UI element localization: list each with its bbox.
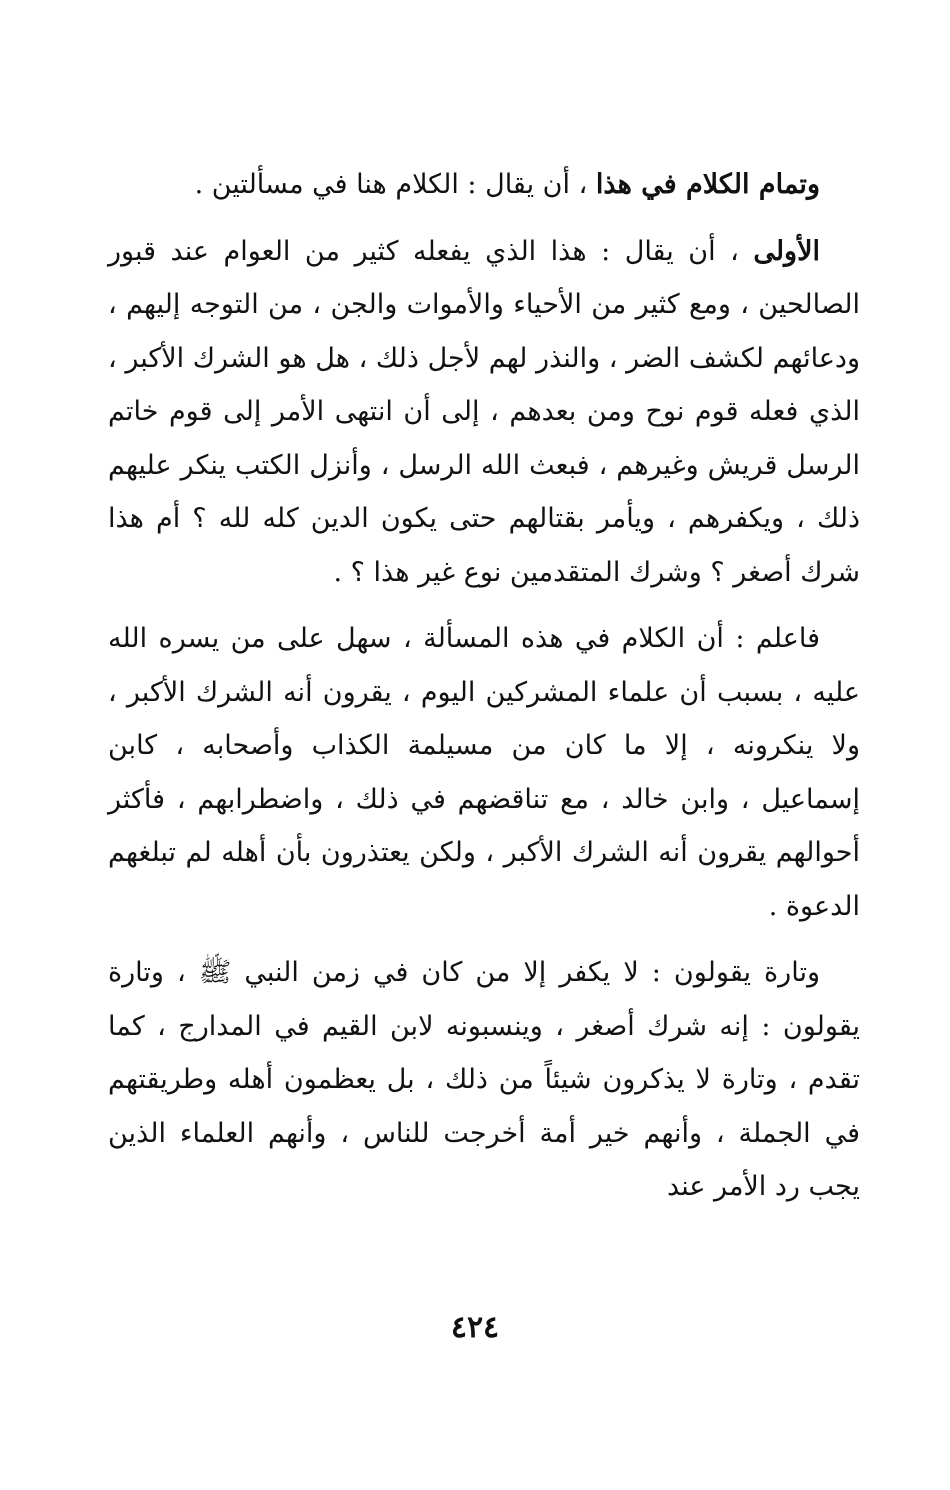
paragraph-3: [108, 612, 860, 933]
paragraph-1-text: ، أن يقال : الكلام هنا في مسألتين .: [194, 169, 596, 200]
paragraph-2: [108, 225, 860, 600]
page-number: ٤٢٤: [450, 1310, 500, 1345]
page-body: [108, 158, 860, 1227]
paragraph-4-text: وتارة يقولون : لا يكفر إلا من كان في زمن النبي ﷺ ، وتارة يقولون : إنه شرك أصغر ، وينسبونه لابن القيم في المدارج ، كما تقدم ، وتارة لا يذكرون شيئاً من ذلك ، بل يعظمون أهله وطريقتهم في الجملة ، وأنهم خير أمة أخرجت للناس ، وأنهم العلماء الذين يجب رد الأمر عند: [108, 957, 860, 1202]
paragraph-2-lead: الأولى: [753, 235, 820, 267]
paragraph-1-lead: وتمام الكلام في هذا: [595, 169, 820, 200]
paragraph-2-text: ، أن يقال : هذا الذي يفعله كثير من العوام عند قبور الصالحين ، ومع كثير من الأحياء والأموات والجن ، من التوجه إليهم ، ودعائهم لكشف الضر ، والنذر لهم لأجل ذلك ، هل هو الشرك الأكبر ، الذي فعله قوم نوح ومن بعدهم ، إلى أن انتهى الأمر إلى قوم خاتم الرسل قريش وغيرهم ، فبعث الله الرسل ، وأنزل الكتب ينكر عليهم ذلك ، ويكفرهم ، ويأمر بقتالهم حتى يكون الدين كله لله ؟ أم هذا شرك أصغر ؟ وشرك المتقدمين نوع غير هذا ؟ .: [108, 235, 860, 588]
paragraph-3-text: فاعلم : أن الكلام في هذه المسألة ، سهل على من يسره الله عليه ، بسبب أن علماء المشركين اليوم ، يقرون أنه الشرك الأكبر ، ولا ينكرونه ، إلا ما كان من مسيلمة الكذاب وأصحابه ، كابن إسماعيل ، وابن خالد ، مع تناقضهم في ذلك ، واضطرابهم ، فأكثر أحوالهم يقرون أنه الشرك الأكبر ، ولكن يعتذرون بأن أهله لم تبلغهم الدعوة .: [108, 623, 860, 922]
paragraph-1: [108, 158, 860, 212]
paragraph-4: [108, 946, 860, 1214]
